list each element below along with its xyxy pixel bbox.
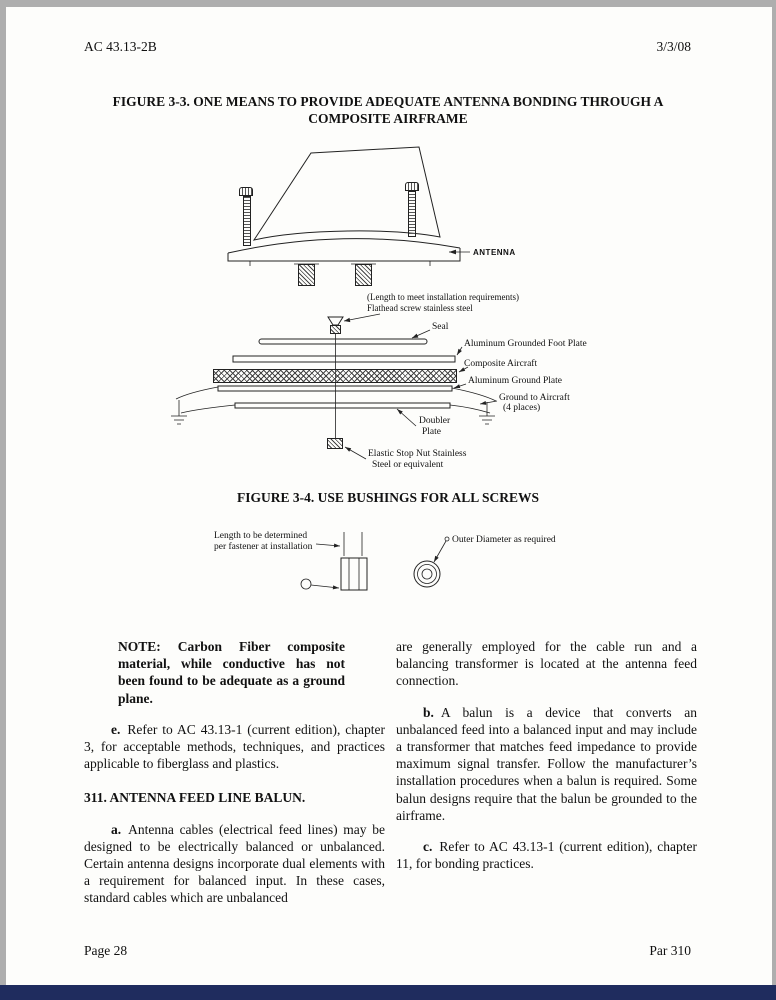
section-311-heading: 311. ANTENNA FEED LINE BALUN.	[84, 790, 306, 806]
antenna-bonding-drawing	[78, 140, 698, 480]
left-mount-screw-head	[239, 187, 253, 196]
page-footer	[84, 943, 691, 959]
flathead-screw-shank	[330, 325, 341, 334]
composite-aircraft-layer	[213, 369, 457, 383]
right-column	[396, 632, 697, 907]
paragraph-reference: Par 310	[649, 943, 691, 958]
stop-nut-label-2: Steel or equivalent	[372, 460, 444, 470]
ground-to-aircraft-label-1: Ground to Aircraft	[499, 393, 570, 403]
left-connector-stud	[298, 264, 315, 286]
composite-aircraft-callout	[459, 358, 537, 372]
paragraph-b	[396, 704, 697, 824]
figure-3-3-title-line2: COMPOSITE AIRFRAME	[308, 111, 468, 126]
paragraph-a-text: Antenna cables (electrical feed lines) may be designed to be electrically balanced or unbalanced. Certain antenna designs incorporate dual elements with a requirement for balanced input. In these cases, standard cables which are unbalanced	[84, 821, 385, 906]
continuation-paragraph: are generally employed for the cable run and a balancing transformer is located at the antenna feed connection.	[396, 639, 697, 689]
bushing-end-view	[414, 535, 556, 587]
bushing-length-callout	[214, 531, 340, 552]
ground-plate-label: Aluminum Ground Plate	[468, 376, 562, 386]
ground-to-aircraft-callout	[480, 392, 570, 413]
figure-3-3-title-line1: FIGURE 3-3. ONE MEANS TO PROVIDE ADEQUATE ANTENNA BONDING THROUGH A	[112, 94, 664, 109]
stop-nut-callout	[345, 447, 467, 470]
paragraph-e	[84, 721, 385, 773]
seal-label: Seal	[432, 322, 449, 332]
bushing-diagram	[200, 518, 580, 618]
bushing-drawing	[200, 518, 580, 618]
doubler-label-1: Doubler	[419, 416, 451, 426]
outer-diameter-label: Outer Diameter as required	[452, 535, 556, 545]
figure-3-4-title	[84, 489, 692, 506]
left-column	[84, 632, 385, 907]
elastic-stop-nut	[327, 438, 343, 449]
bushing-length-label-2: per fastener at installation	[214, 542, 313, 552]
document-date: 3/3/08	[656, 39, 691, 54]
doubler-plate-layer	[235, 403, 451, 437]
note-paragraph: NOTE: Carbon Fiber composite material, while conductive has not been found to be adequate as a ground plane.	[118, 639, 345, 706]
screw-type-label: Flathead screw stainless steel	[367, 303, 473, 313]
bushing-side-view	[301, 532, 367, 590]
bottom-blue-bar	[0, 985, 776, 1000]
antenna-blade-outline	[228, 147, 460, 266]
body-text	[84, 632, 698, 907]
bushing-length-label-1: Length to be determined	[214, 531, 308, 541]
paragraph-e-lead: e.	[111, 721, 121, 737]
paragraph-c	[396, 838, 697, 872]
antenna-label: ANTENNA	[473, 248, 516, 257]
stop-nut-label-1: Elastic Stop Nut Stainless	[368, 449, 467, 459]
figure-3-4-title-text: FIGURE 3-4. USE BUSHINGS FOR ALL SCREWS	[237, 490, 539, 505]
paragraph-a	[84, 821, 385, 907]
page-number: Page 28	[84, 943, 128, 958]
paragraph-c-text: Refer to AC 43.13-1 (current edition), chapter 11, for bonding practices.	[396, 839, 697, 872]
figure-3-3-title	[84, 93, 692, 127]
composite-aircraft-label: Composite Aircraft	[464, 359, 538, 369]
ground-to-aircraft-label-2: (4 places)	[503, 403, 541, 413]
paragraph-c-lead: c.	[423, 839, 433, 855]
seal-layer	[259, 322, 449, 344]
foot-plate-label: Aluminum Grounded Foot Plate	[464, 339, 587, 349]
antenna-callout	[449, 248, 516, 257]
paragraph-e-text: Refer to AC 43.13-1 (current edition), chapter 3, for acceptable methods, techniques, and practices applicable to fiberglass and plastics.	[84, 721, 385, 772]
paragraph-b-lead: b.	[423, 704, 434, 720]
doubler-label-2: Plate	[422, 427, 441, 437]
left-mount-screw-shank	[243, 196, 251, 246]
document-number: AC 43.13-2B	[84, 39, 157, 54]
right-connector-stud	[355, 264, 372, 286]
antenna-bonding-diagram	[78, 140, 698, 480]
right-mount-screw-head	[405, 182, 419, 191]
screw-length-label: (Length to meet installation requirements)	[367, 292, 519, 302]
paragraph-b-text: A balun is a device that converts an unbalanced feed into a balanced input and may include a transformer that matches feed impedance to provide maximum signal transfer. Follow the manufacturer’s installation procedures when a balun is required. Some balun designs require that the balun be grounded to the airframe.	[396, 704, 697, 823]
right-mount-screw-shank	[408, 191, 416, 237]
page-header	[84, 39, 691, 55]
paragraph-a-lead: a.	[111, 821, 122, 837]
